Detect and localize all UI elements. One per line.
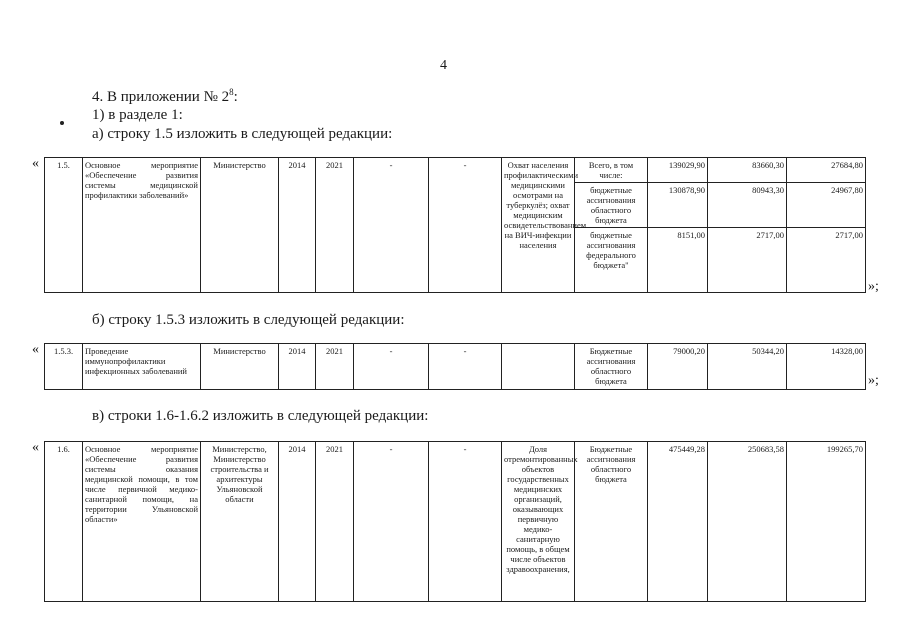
executor: Министерство [201,344,279,390]
end-year: 2021 [316,344,354,390]
open-quote: « [32,342,39,357]
year2-value: 24967,80 [787,183,866,228]
dash-cell: - [429,344,502,390]
total-value: 139029,90 [648,158,708,183]
open-quote: « [32,440,39,455]
funding-source: бюджетные ассигнования федерального бюджета" [575,228,648,293]
table-row-1-5-3 [44,343,866,390]
executor: Министерство, Министерство строительства и архитектуры Ульяновской области [201,442,279,602]
row-number: 1.5.3. [45,344,83,390]
table-row-1-6 [44,441,866,602]
page-number: 4 [440,58,447,73]
year1-value: 50344,20 [708,344,787,390]
main-heading [92,87,238,106]
close-quote: »; [868,373,879,388]
total-value: 79000,20 [648,344,708,390]
executor: Министерство [201,158,279,293]
indicator: Доля отремонтированных объектов государственных медицинских организаций, оказывающих первичную медико-санитарную помощь, в общем числе объектов здравоохранения, [502,442,575,602]
start-year: 2014 [279,344,316,390]
row-number: 1.6. [45,442,83,602]
total-value: 8151,00 [648,228,708,293]
year1-value: 83660,30 [708,158,787,183]
footnote-ref: 8 [229,87,234,97]
row-number: 1.5. [45,158,83,293]
end-year: 2021 [316,442,354,602]
total-value: 475449,28 [648,442,708,602]
year2-value: 2717,00 [787,228,866,293]
open-quote: « [32,156,39,171]
main-heading-tail: : [233,89,238,105]
scan-dot [60,121,64,125]
funding-source: Бюджетные ассигнования областного бюджета [575,442,648,602]
funding-source: Бюджетные ассигнования областного бюджета [575,344,648,390]
end-year: 2021 [316,158,354,293]
section-a-heading: а) строку 1.5 изложить в следующей редакции: [92,126,393,142]
activity-name: Основное мероприятие «Обеспечение развития системы медицинской профилактики заболеваний» [83,158,201,293]
section-c-heading: в) строки 1.6-1.6.2 изложить в следующей редакции: [92,408,429,424]
year2-value: 27684,80 [787,158,866,183]
subheading: 1) в разделе 1: [92,107,183,123]
dash-cell: - [354,344,429,390]
year2-value: 14328,00 [787,344,866,390]
year1-value: 250683,58 [708,442,787,602]
section-b-heading: б) строку 1.5.3 изложить в следующей редакции: [92,312,405,328]
year1-value: 2717,00 [708,228,787,293]
main-heading-text: 4. В приложении № 2 [92,89,230,105]
funding-source: Всего, в том числе: [575,158,648,183]
activity-name: Основное мероприятие «Обеспечение развития системы оказания медицинской помощи, в том числе первичной медико-санитарной помощи, на территории Ульяновской области» [83,442,201,602]
year1-value: 80943,30 [708,183,787,228]
close-quote: »; [868,279,879,294]
year2-value: 199265,70 [787,442,866,602]
activity-name: Проведение иммунопрофилактики инфекционных заболеваний [83,344,201,390]
funding-source: бюджетные ассигнования областного бюджета [575,183,648,228]
indicator: Охват населения профилактическими медицинскими осмотрами на туберкулёз; охват медицинским освидетельствованием на ВИЧ-инфекции населения [502,158,575,293]
table-row-1-5 [44,157,866,293]
indicator-empty [502,344,575,390]
total-value: 130878,90 [648,183,708,228]
dash-cell: - [354,158,429,293]
start-year: 2014 [279,442,316,602]
dash-cell: - [429,442,502,602]
start-year: 2014 [279,158,316,293]
dash-cell: - [429,158,502,293]
dash-cell: - [354,442,429,602]
